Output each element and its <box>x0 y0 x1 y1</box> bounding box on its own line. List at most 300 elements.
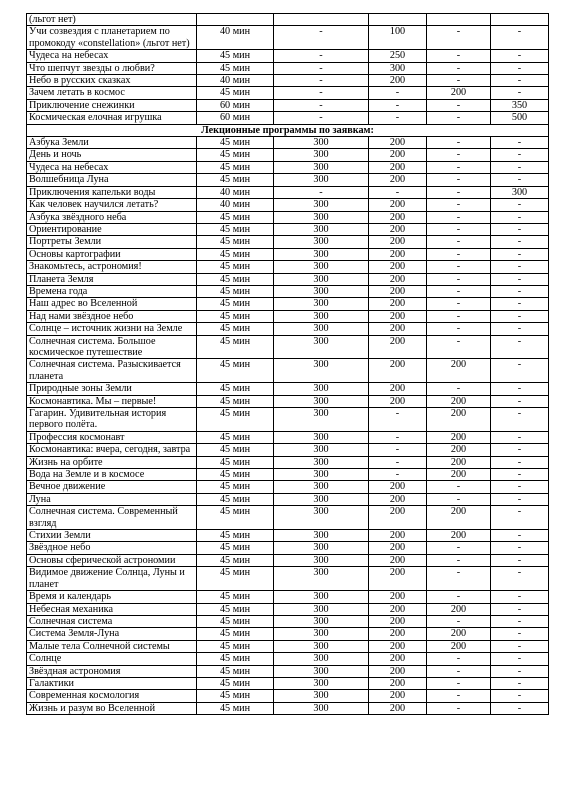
price-cell-1: 300 <box>274 591 369 603</box>
price-cell-3: - <box>427 554 491 566</box>
price-cell-4: - <box>491 395 549 407</box>
table-row <box>27 14 549 26</box>
price-cell-4: - <box>491 211 549 223</box>
price-cell-3: 200 <box>427 444 491 456</box>
price-cell-1: 300 <box>274 481 369 493</box>
program-name-cell: Наш адрес во Вселенной <box>27 298 197 310</box>
program-name-cell: Природные зоны Земли <box>27 383 197 395</box>
price-cell-2: 200 <box>369 395 427 407</box>
price-cell-1: 300 <box>274 161 369 173</box>
price-cell-2: 200 <box>369 161 427 173</box>
program-name-cell: Вода на Земле и в космосе <box>27 469 197 481</box>
duration-cell: 45 мин <box>197 298 274 310</box>
duration-cell: 45 мин <box>197 87 274 99</box>
duration-cell: 45 мин <box>197 554 274 566</box>
price-cell-4: - <box>491 149 549 161</box>
price-cell-4: - <box>491 273 549 285</box>
price-cell-3: - <box>427 323 491 335</box>
price-cell-3: 200 <box>427 469 491 481</box>
price-cell-3: - <box>427 211 491 223</box>
program-name-cell: Космическая елочная игрушка <box>27 112 197 124</box>
table-row <box>27 359 549 383</box>
price-cell-2: - <box>369 444 427 456</box>
table-row <box>27 161 549 173</box>
price-cell-4: - <box>491 456 549 468</box>
programs-table-body <box>27 14 549 715</box>
price-cell-2: - <box>369 87 427 99</box>
table-row <box>27 603 549 615</box>
price-cell-1: 300 <box>274 323 369 335</box>
table-row <box>27 690 549 702</box>
price-cell-3: - <box>427 481 491 493</box>
price-cell-4: - <box>491 542 549 554</box>
price-cell-1: 300 <box>274 628 369 640</box>
duration-cell: 45 мин <box>197 665 274 677</box>
program-name-cell: Небесная механика <box>27 603 197 615</box>
price-cell-4: - <box>491 236 549 248</box>
price-cell-1: 300 <box>274 665 369 677</box>
price-cell-1: 300 <box>274 298 369 310</box>
table-row <box>27 567 549 591</box>
price-cell-3: - <box>427 310 491 322</box>
program-name-cell: Гагарин. Удивительная история первого полёта. <box>27 408 197 432</box>
program-name-cell: Основы картографии <box>27 248 197 260</box>
price-cell-3: - <box>427 542 491 554</box>
price-cell-3: 200 <box>427 603 491 615</box>
price-cell-4: - <box>491 359 549 383</box>
price-cell-1: - <box>274 112 369 124</box>
price-cell-1: 300 <box>274 444 369 456</box>
price-cell-1: 300 <box>274 640 369 652</box>
price-cell-4: - <box>491 75 549 87</box>
price-cell-1: 300 <box>274 554 369 566</box>
duration-cell: 45 мин <box>197 335 274 359</box>
duration-cell: 45 мин <box>197 677 274 689</box>
table-row <box>27 431 549 443</box>
duration-cell: 45 мин <box>197 50 274 62</box>
price-cell-4: - <box>491 137 549 149</box>
table-row <box>27 615 549 627</box>
program-name-cell: Небо в русских сказках <box>27 75 197 87</box>
price-cell-4 <box>491 14 549 26</box>
table-row <box>27 493 549 505</box>
program-name-cell: Солнце <box>27 653 197 665</box>
price-cell-2: 200 <box>369 493 427 505</box>
program-name-cell: Жизнь на орбите <box>27 456 197 468</box>
price-cell-4: - <box>491 554 549 566</box>
price-cell-2: - <box>369 408 427 432</box>
duration-cell: 45 мин <box>197 310 274 322</box>
price-cell-3: - <box>427 665 491 677</box>
price-cell-3: - <box>427 615 491 627</box>
table-row <box>27 87 549 99</box>
program-name-cell: Портреты Земли <box>27 236 197 248</box>
price-cell-1: 300 <box>274 199 369 211</box>
price-cell-1: - <box>274 62 369 74</box>
price-cell-4: - <box>491 298 549 310</box>
price-cell-2: 200 <box>369 677 427 689</box>
price-cell-1: - <box>274 26 369 50</box>
price-cell-2: 200 <box>369 603 427 615</box>
program-name-cell: Звёздная астрономия <box>27 665 197 677</box>
price-cell-2: 100 <box>369 26 427 50</box>
price-cell-3: 200 <box>427 506 491 530</box>
price-cell-2: 200 <box>369 75 427 87</box>
price-cell-3: - <box>427 285 491 297</box>
price-cell-1: 300 <box>274 285 369 297</box>
price-cell-3: 200 <box>427 628 491 640</box>
table-row <box>27 236 549 248</box>
price-cell-4: - <box>491 530 549 542</box>
table-row <box>27 456 549 468</box>
price-cell-1: 300 <box>274 542 369 554</box>
programs-table <box>26 13 549 715</box>
price-cell-4: - <box>491 677 549 689</box>
price-cell-4: - <box>491 50 549 62</box>
price-cell-3: - <box>427 248 491 260</box>
duration-cell: 45 мин <box>197 211 274 223</box>
table-row <box>27 223 549 235</box>
price-cell-2: 200 <box>369 653 427 665</box>
price-cell-4: 350 <box>491 99 549 111</box>
price-cell-4: - <box>491 323 549 335</box>
price-cell-1: 300 <box>274 211 369 223</box>
price-cell-4: - <box>491 653 549 665</box>
duration-cell: 45 мин <box>197 62 274 74</box>
price-cell-2: 200 <box>369 273 427 285</box>
price-cell-1: 300 <box>274 383 369 395</box>
table-row <box>27 273 549 285</box>
duration-cell: 45 мин <box>197 653 274 665</box>
program-name-cell: Галактики <box>27 677 197 689</box>
price-cell-1: 300 <box>274 506 369 530</box>
duration-cell: 45 мин <box>197 261 274 273</box>
price-cell-3: - <box>427 161 491 173</box>
price-cell-2: 200 <box>369 298 427 310</box>
price-cell-2: 200 <box>369 591 427 603</box>
table-row <box>27 677 549 689</box>
price-cell-4: - <box>491 87 549 99</box>
price-cell-2: 200 <box>369 615 427 627</box>
price-cell-1: 300 <box>274 567 369 591</box>
duration-cell: 40 мин <box>197 199 274 211</box>
program-name-cell: Азбука звёздного неба <box>27 211 197 223</box>
price-cell-3: - <box>427 174 491 186</box>
table-row <box>27 542 549 554</box>
program-name-cell: Время и календарь <box>27 591 197 603</box>
price-cell-2: 200 <box>369 149 427 161</box>
table-row <box>27 554 549 566</box>
price-cell-4: - <box>491 431 549 443</box>
price-cell-2: - <box>369 112 427 124</box>
program-name-cell: Над нами звёздное небо <box>27 310 197 322</box>
program-name-cell: Солнечная система <box>27 615 197 627</box>
program-name-cell: Профессия космонавт <box>27 431 197 443</box>
program-name-cell: Луна <box>27 493 197 505</box>
program-name-cell: Что шепчут звезды о любви? <box>27 62 197 74</box>
price-cell-4: - <box>491 383 549 395</box>
price-cell-2: 300 <box>369 62 427 74</box>
price-cell-2: - <box>369 456 427 468</box>
duration-cell: 60 мин <box>197 112 274 124</box>
price-cell-1: - <box>274 75 369 87</box>
table-row <box>27 285 549 297</box>
duration-cell: 45 мин <box>197 236 274 248</box>
table-row <box>27 665 549 677</box>
table-row <box>27 26 549 50</box>
program-name-cell: Видимое движение Солнца, Луны и планет <box>27 567 197 591</box>
price-cell-3: - <box>427 137 491 149</box>
duration-cell: 40 мин <box>197 26 274 50</box>
program-name-cell: Космонавтика: вчера, сегодня, завтра <box>27 444 197 456</box>
table-row <box>27 383 549 395</box>
price-cell-3 <box>427 14 491 26</box>
price-cell-1: 300 <box>274 530 369 542</box>
duration-cell: 45 мин <box>197 493 274 505</box>
price-cell-2: 200 <box>369 665 427 677</box>
duration-cell: 45 мин <box>197 591 274 603</box>
table-row <box>27 211 549 223</box>
price-cell-4: 300 <box>491 186 549 198</box>
duration-cell: 45 мин <box>197 273 274 285</box>
price-cell-4: - <box>491 62 549 74</box>
price-cell-1: 300 <box>274 408 369 432</box>
price-cell-4: - <box>491 603 549 615</box>
duration-cell: 45 мин <box>197 408 274 432</box>
price-cell-1: 300 <box>274 359 369 383</box>
price-cell-2: 200 <box>369 137 427 149</box>
price-cell-1: - <box>274 50 369 62</box>
price-cell-2: 200 <box>369 640 427 652</box>
table-row <box>27 112 549 124</box>
duration-cell: 45 мин <box>197 456 274 468</box>
price-cell-1: 300 <box>274 261 369 273</box>
price-cell-1: 300 <box>274 137 369 149</box>
program-name-cell: Солнечная система. Современный взгляд <box>27 506 197 530</box>
price-cell-3: - <box>427 261 491 273</box>
price-cell-3: - <box>427 335 491 359</box>
price-cell-2: 200 <box>369 236 427 248</box>
table-row <box>27 186 549 198</box>
price-cell-3: - <box>427 149 491 161</box>
duration-cell: 45 мин <box>197 690 274 702</box>
price-cell-2: 200 <box>369 628 427 640</box>
program-name-cell: День и ночь <box>27 149 197 161</box>
price-cell-3: 200 <box>427 87 491 99</box>
table-row <box>27 640 549 652</box>
price-cell-3: - <box>427 677 491 689</box>
price-cell-1: 300 <box>274 431 369 443</box>
price-cell-2: 200 <box>369 174 427 186</box>
price-cell-3: - <box>427 690 491 702</box>
duration-cell: 45 мин <box>197 149 274 161</box>
duration-cell: 45 мин <box>197 174 274 186</box>
program-name-cell: Учи созвездия с планетарием по промокоду «constellation» (льгот нет) <box>27 26 197 50</box>
table-row <box>27 149 549 161</box>
duration-cell: 40 мин <box>197 186 274 198</box>
duration-cell: 45 мин <box>197 640 274 652</box>
table-row <box>27 702 549 714</box>
price-cell-3: 200 <box>427 408 491 432</box>
price-cell-4: - <box>491 640 549 652</box>
price-cell-4: - <box>491 174 549 186</box>
duration-cell: 45 мин <box>197 395 274 407</box>
price-cell-3: 200 <box>427 640 491 652</box>
price-cell-3: - <box>427 62 491 74</box>
price-cell-2: 200 <box>369 690 427 702</box>
price-cell-4: - <box>491 248 549 260</box>
program-name-cell: Приключение снежинки <box>27 99 197 111</box>
price-cell-3: 200 <box>427 530 491 542</box>
table-row <box>27 323 549 335</box>
duration-cell: 45 мин <box>197 431 274 443</box>
program-name-cell: Чудеса на небесах <box>27 161 197 173</box>
price-cell-3: 200 <box>427 431 491 443</box>
duration-cell <box>197 14 274 26</box>
table-row <box>27 137 549 149</box>
program-name-cell: Космонавтика. Мы – первые! <box>27 395 197 407</box>
duration-cell: 45 мин <box>197 469 274 481</box>
price-cell-1: 300 <box>274 335 369 359</box>
table-row <box>27 335 549 359</box>
price-cell-3: - <box>427 702 491 714</box>
duration-cell: 45 мин <box>197 702 274 714</box>
price-cell-1: 300 <box>274 615 369 627</box>
program-name-cell: Ориентирование <box>27 223 197 235</box>
price-cell-4: - <box>491 469 549 481</box>
price-cell-4: - <box>491 628 549 640</box>
table-row <box>27 628 549 640</box>
section-header-row <box>27 124 549 136</box>
price-cell-4: - <box>491 285 549 297</box>
table-row <box>27 248 549 260</box>
table-row <box>27 530 549 542</box>
table-row <box>27 408 549 432</box>
program-name-cell: Стихии Земли <box>27 530 197 542</box>
price-cell-2: 200 <box>369 359 427 383</box>
price-cell-2: - <box>369 99 427 111</box>
duration-cell: 45 мин <box>197 444 274 456</box>
duration-cell: 60 мин <box>197 99 274 111</box>
price-cell-3: - <box>427 186 491 198</box>
price-cell-1: 300 <box>274 248 369 260</box>
price-cell-4: - <box>491 223 549 235</box>
price-cell-2: 200 <box>369 223 427 235</box>
program-name-cell: Времена года <box>27 285 197 297</box>
price-cell-1: 300 <box>274 310 369 322</box>
price-cell-1: 300 <box>274 653 369 665</box>
price-cell-4: - <box>491 702 549 714</box>
table-row <box>27 310 549 322</box>
price-cell-3: - <box>427 236 491 248</box>
price-cell-2: - <box>369 431 427 443</box>
price-cell-4: - <box>491 444 549 456</box>
price-cell-1: 300 <box>274 395 369 407</box>
price-cell-2: 200 <box>369 702 427 714</box>
table-row <box>27 75 549 87</box>
program-name-cell: Система Земля-Луна <box>27 628 197 640</box>
duration-cell: 45 мин <box>197 359 274 383</box>
price-cell-3: - <box>427 383 491 395</box>
price-cell-1: - <box>274 87 369 99</box>
program-name-cell: Знакомьтесь, астрономия! <box>27 261 197 273</box>
program-name-cell: Основы сферической астрономии <box>27 554 197 566</box>
program-name-cell: Жизнь и разум во Вселенной <box>27 702 197 714</box>
price-cell-1: 300 <box>274 174 369 186</box>
program-name-cell: Как человек научился летать? <box>27 199 197 211</box>
program-name-cell: Звёздное небо <box>27 542 197 554</box>
price-cell-4: - <box>491 310 549 322</box>
duration-cell: 45 мин <box>197 137 274 149</box>
table-row <box>27 591 549 603</box>
price-cell-2: 200 <box>369 383 427 395</box>
program-name-cell: Планета Земля <box>27 273 197 285</box>
price-cell-4: - <box>491 335 549 359</box>
price-cell-4: - <box>491 26 549 50</box>
table-row <box>27 50 549 62</box>
price-cell-4: 500 <box>491 112 549 124</box>
price-cell-3: - <box>427 653 491 665</box>
price-cell-2: 200 <box>369 211 427 223</box>
price-cell-1: 300 <box>274 493 369 505</box>
duration-cell: 45 мин <box>197 567 274 591</box>
table-row <box>27 653 549 665</box>
table-row <box>27 174 549 186</box>
price-cell-2: 200 <box>369 567 427 591</box>
duration-cell: 45 мин <box>197 506 274 530</box>
price-cell-2: 200 <box>369 323 427 335</box>
price-cell-4: - <box>491 690 549 702</box>
price-cell-1: 300 <box>274 677 369 689</box>
duration-cell: 45 мин <box>197 383 274 395</box>
price-cell-3: 200 <box>427 395 491 407</box>
price-cell-4: - <box>491 591 549 603</box>
price-cell-4: - <box>491 481 549 493</box>
program-name-cell: Солнечная система. Разыскивается планета <box>27 359 197 383</box>
price-cell-3: - <box>427 298 491 310</box>
duration-cell: 45 мин <box>197 323 274 335</box>
table-row <box>27 298 549 310</box>
price-cell-2: 200 <box>369 261 427 273</box>
price-cell-1: 300 <box>274 223 369 235</box>
price-cell-2: 200 <box>369 199 427 211</box>
duration-cell: 45 мин <box>197 161 274 173</box>
price-cell-2: 200 <box>369 285 427 297</box>
price-cell-1: 300 <box>274 273 369 285</box>
price-cell-1: 300 <box>274 690 369 702</box>
program-name-cell: Чудеса на небесах <box>27 50 197 62</box>
duration-cell: 45 мин <box>197 285 274 297</box>
price-cell-2: 200 <box>369 554 427 566</box>
duration-cell: 45 мин <box>197 542 274 554</box>
price-cell-1: - <box>274 186 369 198</box>
price-cell-2: 200 <box>369 506 427 530</box>
price-cell-1: 300 <box>274 149 369 161</box>
table-row <box>27 62 549 74</box>
table-row <box>27 99 549 111</box>
price-cell-4: - <box>491 261 549 273</box>
price-cell-3: - <box>427 26 491 50</box>
program-name-cell: Азбука Земли <box>27 137 197 149</box>
program-name-cell: Малые тела Солнечной системы <box>27 640 197 652</box>
table-row <box>27 481 549 493</box>
table-row <box>27 506 549 530</box>
price-cell-3: - <box>427 273 491 285</box>
table-row <box>27 444 549 456</box>
price-cell-2: 250 <box>369 50 427 62</box>
price-cell-2 <box>369 14 427 26</box>
price-cell-4: - <box>491 493 549 505</box>
